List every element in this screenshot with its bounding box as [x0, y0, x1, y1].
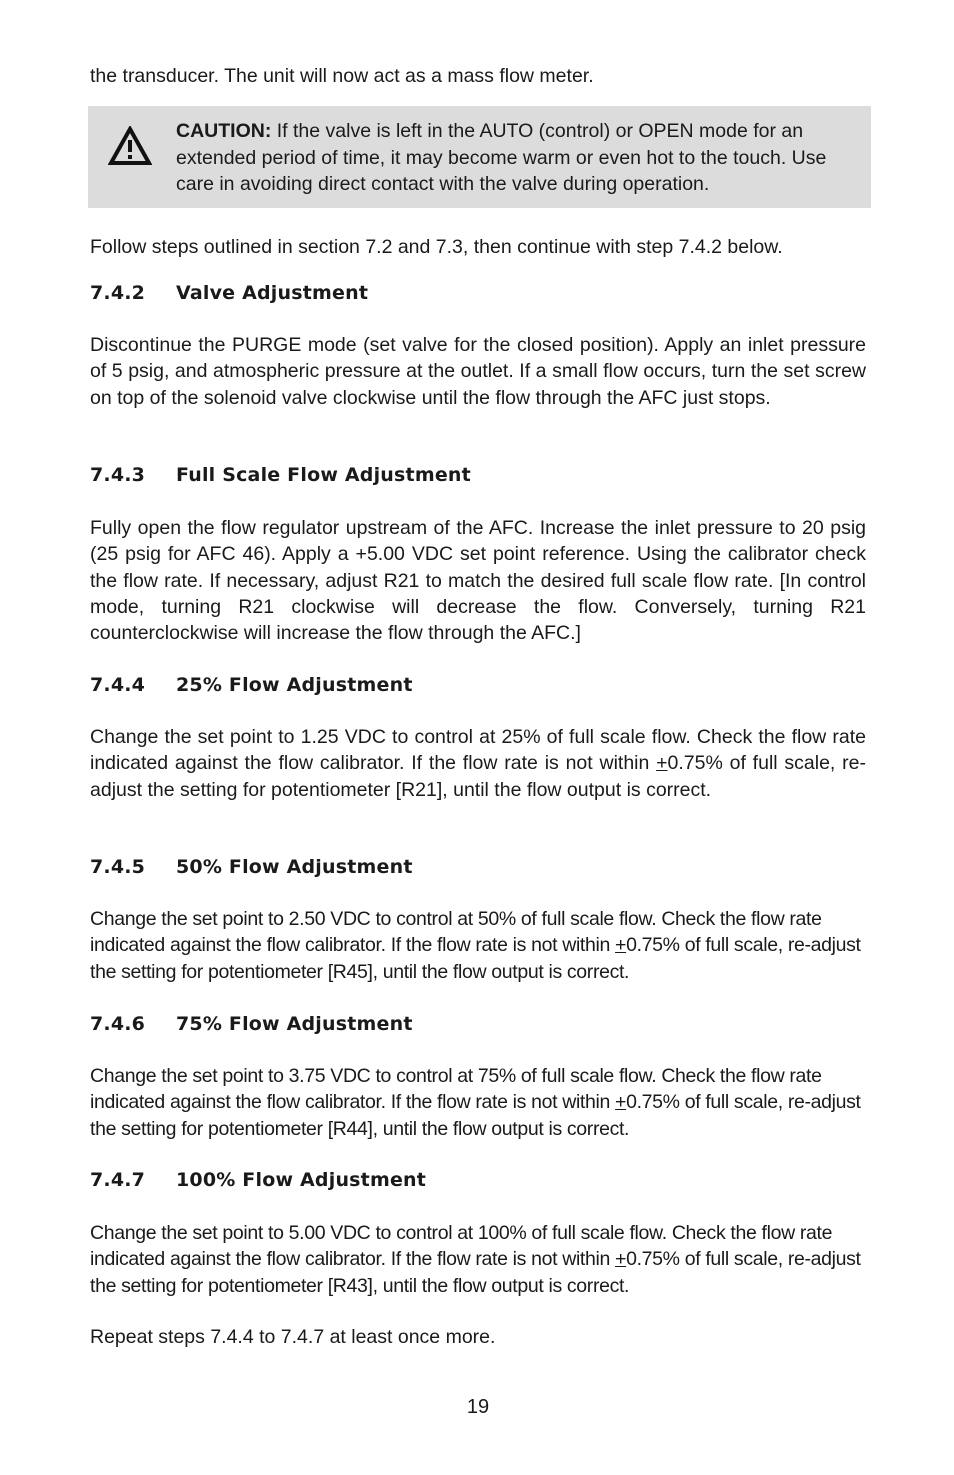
body-part: 0.75% of full scale, re-adjust the setting for potentiometer [R44], until the flow output is correct. — [90, 1091, 861, 1140]
section-body-7-4-4 — [90, 724, 866, 803]
caution-text — [176, 118, 866, 198]
section-body-7-4-2: Discontinue the PURGE mode (set valve for the closed position). Apply an inlet pressure of 5 psig, and atmospheric pressure at the outlet. If a small flow occurs, turn the set screw on top of the solenoid valve clockwise until the flow through the AFC just stops. — [90, 334, 866, 409]
plus-minus-sign: + — [615, 1248, 627, 1271]
body-part: Change the set point to 3.75 VDC to control at 75% of full scale flow. Check the flow rate indicated against the flow calibrator. If the flow rate is not within — [90, 1065, 822, 1114]
section-heading-7-4-2 — [90, 281, 866, 305]
section-number: 7.4.7 — [90, 1169, 146, 1191]
section-number: 7.4.3 — [90, 464, 146, 486]
section-body-7-4-7 — [90, 1220, 866, 1299]
section-title: Full Scale Flow Adjustment — [176, 464, 471, 486]
caution-box — [88, 106, 871, 208]
section-heading-7-4-5 — [90, 855, 866, 879]
warning-triangle-icon — [108, 126, 152, 166]
section-heading-7-4-3 — [90, 463, 866, 487]
section-title: 100% Flow Adjustment — [176, 1169, 427, 1191]
section-title: 75% Flow Adjustment — [176, 1013, 413, 1035]
follow-steps-text: Follow steps outlined in section 7.2 and 7.3, then continue with step 7.4.2 below. — [90, 236, 783, 258]
body-part: 0.75% of full scale, re-adjust the setting for potentiometer [R43], until the flow output is correct. — [90, 1248, 861, 1297]
section-title: 50% Flow Adjustment — [176, 856, 413, 878]
section-number: 7.4.5 — [90, 856, 146, 878]
section-title: 25% Flow Adjustment — [176, 674, 413, 696]
section-number: 7.4.4 — [90, 674, 146, 696]
plus-minus-sign: + — [656, 752, 668, 775]
section-heading-7-4-7 — [90, 1168, 866, 1192]
section-heading-7-4-6 — [90, 1012, 866, 1036]
section-heading-7-4-4 — [90, 673, 866, 697]
body-part: Change the set point to 5.00 VDC to control at 100% of full scale flow. Check the flow rate indicated against the flow calibrator. If the flow rate is not within — [90, 1222, 833, 1271]
section-body-7-4-3: Fully open the flow regulator upstream of the AFC. Increase the inlet pressure to 20 psig (25 psig for AFC 46). Apply a +5.00 VDC set point reference. Using the calibrator check the flow rate. If necessary, adjust R21 to match the desired full scale flow rate. [In control mode, turning R21 clockwise will decrease the flow. Conversely, turning R21 counterclockwise will increase the flow through the AFC.] — [90, 517, 866, 645]
intro-line: the transducer. The unit will now act as a mass flow meter. — [90, 65, 594, 87]
body-part: 0.75% of full scale, re-adjust the setting for potentiometer [R21], until the flow output is correct. — [90, 752, 866, 801]
section-number: 7.4.6 — [90, 1013, 146, 1035]
repeat-steps-text: Repeat steps 7.4.4 to 7.4.7 at least once more. — [90, 1326, 496, 1348]
page-number: 19 — [466, 1396, 490, 1418]
section-title: Valve Adjustment — [176, 282, 369, 304]
section-body-7-4-5 — [90, 906, 866, 985]
plus-minus-sign: + — [615, 1091, 627, 1114]
body-part: 0.75% of full scale, re-adjust the setting for potentiometer [R45], until the flow output is correct. — [90, 934, 861, 983]
body-part: Change the set point to 1.25 VDC to control at 25% of full scale flow. Check the flow rate indicated against the flow calibrator. If the flow rate is not within — [90, 726, 866, 775]
section-number: 7.4.2 — [90, 282, 146, 304]
plus-minus-sign: + — [615, 934, 627, 957]
section-body-7-4-6 — [90, 1063, 866, 1142]
caution-label: CAUTION: — [176, 120, 272, 142]
caution-body: If the valve is left in the AUTO (control) or OPEN mode for an extended period of time, it may become warm or even hot to the touch. Use care in avoiding direct contact with the valve during operation. — [176, 120, 827, 196]
body-part: Change the set point to 2.50 VDC to control at 50% of full scale flow. Check the flow rate indicated against the flow calibrator. If the flow rate is not within — [90, 908, 822, 957]
